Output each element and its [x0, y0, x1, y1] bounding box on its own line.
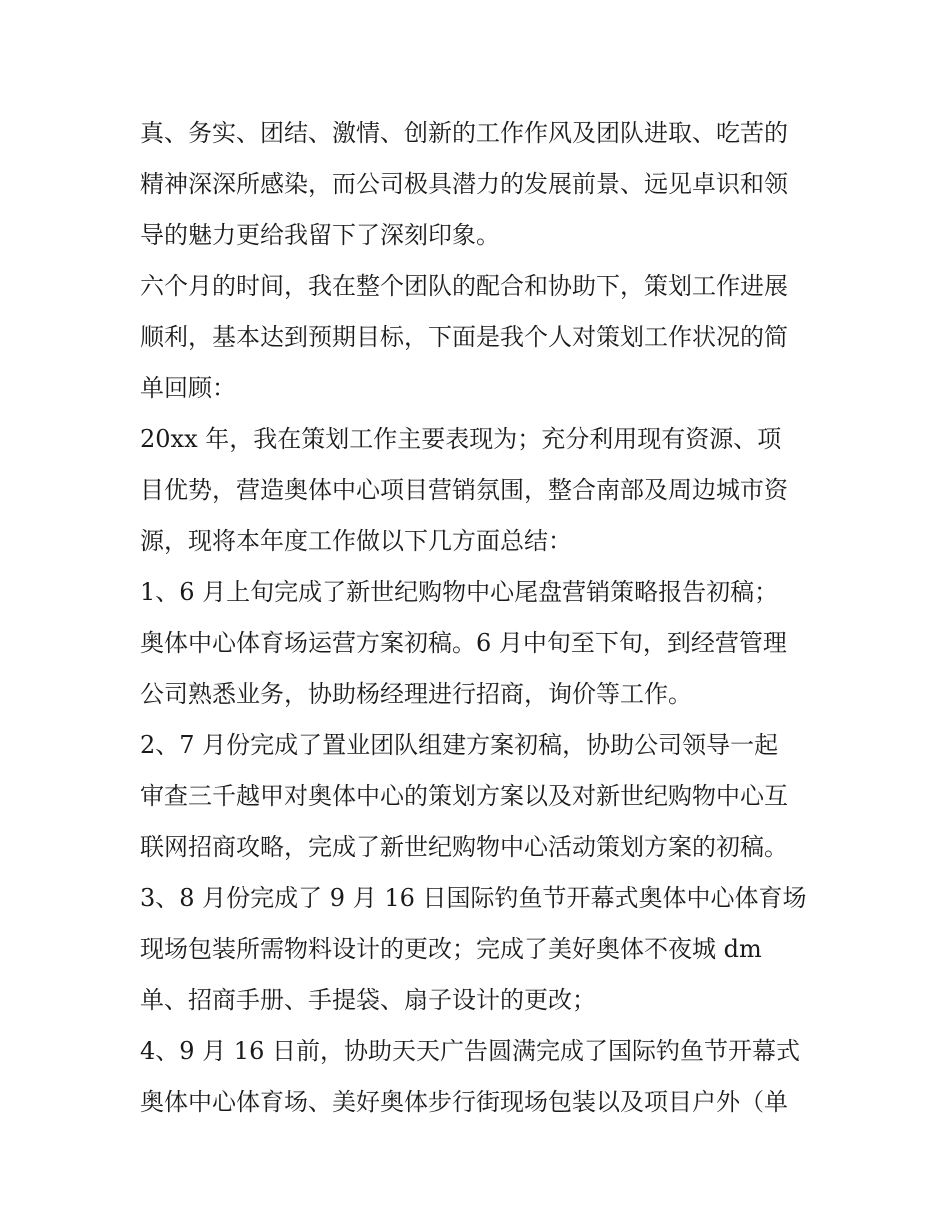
text-line: 3、8 月份完成了 9 月 16 日国际钓鱼节开幕式奥体中心体育场 [140, 884, 807, 912]
text-line: 六个月的时间，我在整个团队的配合和协助下，策划工作进展 [140, 272, 788, 300]
text-line: 单、招商手册、手提袋、扇子设计的更改； [140, 986, 596, 1014]
text-line: 导的魅力更给我留下了深刻印象。 [140, 221, 500, 249]
text-line: 精神深深所感染，而公司极具潜力的发展前景、远见卓识和领 [140, 170, 788, 198]
text-line: 20xx 年，我在策划工作主要表现为；充分利用现有资源、项 [140, 425, 782, 453]
text-line: 联网招商攻略，完成了新世纪购物中心活动策划方案的初稿。 [140, 833, 788, 861]
text-line: 单回顾： [140, 374, 236, 402]
text-line: 审查三千越甲对奥体中心的策划方案以及对新世纪购物中心互 [140, 782, 788, 810]
text-line: 目优势，营造奥体中心项目营销氛围，整合南部及周边城市资 [140, 476, 788, 504]
text-line: 源，现将本年度工作做以下几方面总结： [140, 527, 572, 555]
text-line: 顺利，基本达到预期目标，下面是我个人对策划工作状况的简 [140, 323, 788, 351]
text-line: 公司熟悉业务，协助杨经理进行招商，询价等工作。 [140, 680, 692, 708]
text-line: 2、7 月份完成了置业团队组建方案初稿，协助公司领导一起 [140, 731, 779, 759]
document-body [140, 108, 820, 1128]
text-line: 4、9 月 16 日前，协助天天广告圆满完成了国际钓鱼节开幕式 [140, 1037, 800, 1065]
text-line: 奥体中心体育场运营方案初稿。6 月中旬至下旬，到经营管理 [140, 629, 787, 657]
text-line: 真、务实、团结、激情、创新的工作作风及团队进取、吃苦的 [140, 119, 788, 147]
text-line: 奥体中心体育场、美好奥体步行街现场包装以及项目户外（单 [140, 1088, 788, 1116]
text-line: 现场包装所需物料设计的更改；完成了美好奥体不夜城 dm [140, 935, 762, 963]
text-line: 1、6 月上旬完成了新世纪购物中心尾盘营销策略报告初稿； [140, 578, 779, 606]
